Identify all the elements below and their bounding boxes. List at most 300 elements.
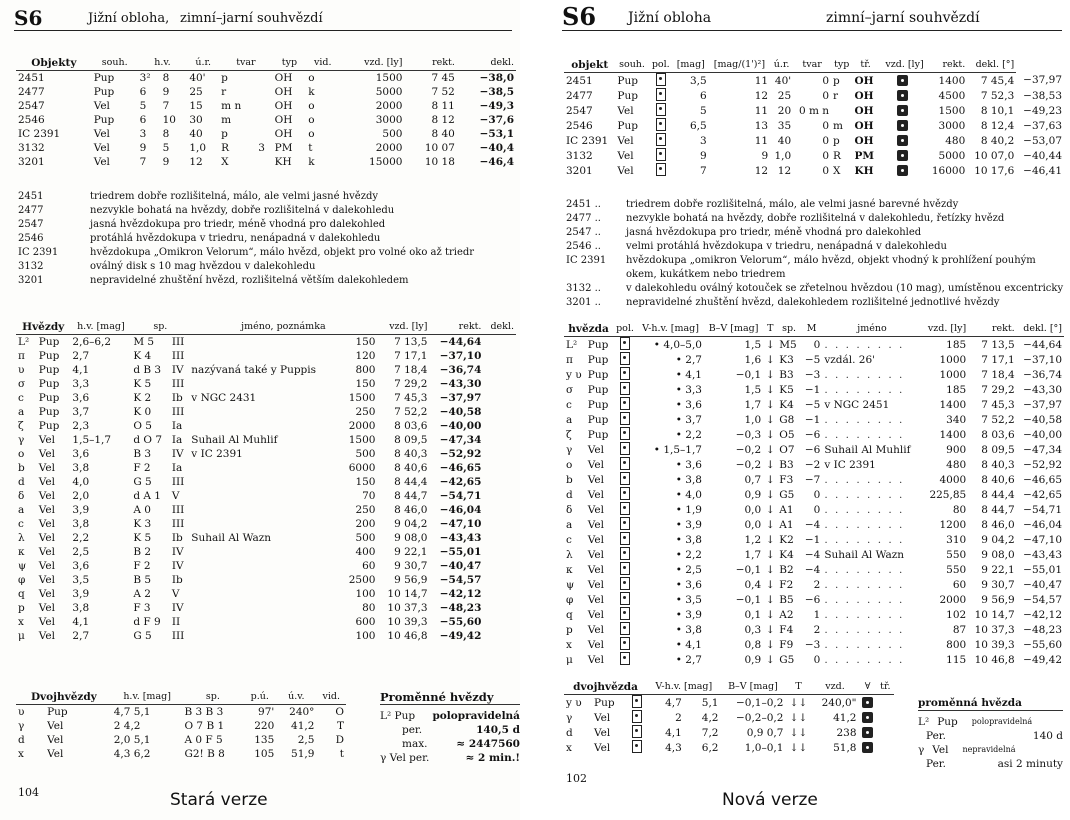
class-cell bbox=[879, 133, 926, 148]
table-cell: 8 40 bbox=[431, 128, 455, 140]
column-header: jméno bbox=[822, 322, 921, 337]
table-cell: −4 bbox=[804, 518, 821, 531]
variable-value: nepravidelná bbox=[962, 745, 1016, 754]
table-cell: Vel bbox=[617, 134, 634, 147]
column-header: typ bbox=[273, 56, 307, 71]
table-cell: −54,71 bbox=[439, 490, 482, 502]
table-cell: Pup bbox=[38, 350, 60, 362]
table-cell: 87 bbox=[952, 623, 967, 636]
table-cell: 1,5–1,7 bbox=[72, 434, 112, 446]
table-cell bbox=[189, 419, 341, 433]
table-row bbox=[16, 99, 516, 113]
table-cell: B5 bbox=[779, 593, 794, 606]
table-cell: 1200 bbox=[939, 518, 967, 531]
table-cell bbox=[189, 335, 341, 350]
table-cell: 2,5 bbox=[72, 546, 90, 558]
table-header-row bbox=[16, 320, 516, 335]
table-cell: 6 bbox=[139, 114, 147, 126]
table-cell: 2 4,2 bbox=[113, 720, 141, 732]
table-cell: 8 bbox=[162, 72, 170, 84]
class-cell bbox=[859, 710, 877, 725]
variable-value: polopravidelná bbox=[971, 717, 1033, 726]
column-header: vid. bbox=[306, 56, 339, 71]
table-row bbox=[564, 725, 894, 740]
table-cell: 135 bbox=[254, 734, 275, 746]
table-cell: L² bbox=[18, 336, 30, 348]
variable-label: Pup bbox=[937, 716, 958, 728]
note-text: velmi protáhlá hvězdokupa v triedru, nenápadná v dalekohledu bbox=[626, 241, 947, 252]
table-cell: F2 bbox=[779, 578, 794, 591]
table-row bbox=[16, 377, 516, 391]
table-cell: K4 bbox=[779, 548, 794, 561]
table-cell: Pup bbox=[38, 378, 60, 390]
table-cell bbox=[256, 113, 272, 127]
table-row bbox=[564, 352, 1064, 367]
column-header: Objekty bbox=[16, 56, 92, 71]
table-row bbox=[16, 405, 516, 419]
table-cell: • 3,8 bbox=[675, 623, 702, 636]
variable-label: γ Vel per. bbox=[380, 752, 430, 764]
table-cell: 3,7 bbox=[72, 406, 90, 418]
table-cell: 1,6 bbox=[744, 353, 762, 366]
table-row bbox=[16, 155, 516, 169]
table-cell: 3201 bbox=[566, 164, 593, 177]
table-cell: δ bbox=[18, 490, 25, 502]
column-header: vzd. [ly] bbox=[339, 56, 404, 71]
variable-value: polopravidelná bbox=[432, 710, 520, 722]
table-cell: −37,10 bbox=[439, 350, 482, 362]
table-cell: d B 3 bbox=[133, 364, 162, 376]
table-cell: −6 bbox=[804, 443, 821, 456]
table-cell: 15 bbox=[189, 100, 203, 112]
table-cell: 6,2 bbox=[701, 741, 719, 754]
table-cell: F3 bbox=[779, 473, 794, 486]
table-cell: 0,9 0,7 bbox=[746, 726, 784, 739]
table-cell: 5 bbox=[162, 142, 170, 154]
table-cell: −55,01 bbox=[439, 546, 482, 558]
table-cell: 5,1 bbox=[701, 696, 719, 709]
column-header: Hvězdy bbox=[16, 320, 70, 335]
column-header: objekt bbox=[564, 58, 615, 73]
table-cell: −38,53 bbox=[1023, 89, 1062, 102]
table-cell: x bbox=[18, 616, 24, 628]
polarity-icon bbox=[656, 73, 666, 86]
trend-icon: ↓ bbox=[765, 638, 775, 651]
table-cell: 8 03,6 bbox=[394, 420, 428, 432]
pol-cell bbox=[613, 337, 637, 353]
table-cell: 1,0 bbox=[774, 149, 792, 162]
table-cell: ζ bbox=[18, 420, 24, 432]
table-cell: 9 bbox=[162, 86, 170, 98]
column-header: vzd. [ly] bbox=[377, 320, 429, 335]
table-cell: O5 bbox=[779, 428, 795, 441]
table-row bbox=[564, 502, 1064, 517]
table-row bbox=[564, 487, 1064, 502]
table-cell: • 3,6 bbox=[675, 578, 702, 591]
column-header: M bbox=[801, 322, 822, 337]
table-cell: m bbox=[221, 114, 232, 126]
class-cell bbox=[879, 73, 926, 89]
table-cell: 9 30,7 bbox=[394, 560, 428, 572]
column-header: vzd. [ly] bbox=[922, 322, 969, 337]
table-cell: −37,63 bbox=[1023, 119, 1062, 132]
table-cell: 4,7 bbox=[665, 696, 682, 709]
table-cell: A1 bbox=[779, 503, 794, 516]
table-row bbox=[16, 349, 516, 363]
table-cell: • 3,7 bbox=[675, 413, 702, 426]
table-cell: −0,1 bbox=[735, 593, 762, 606]
table-cell: 8 12 bbox=[431, 114, 455, 126]
note-text: nepravidelné zhuštění hvězd, rozlišitelná větším dalekohledem bbox=[90, 275, 409, 286]
variable-row bbox=[918, 757, 1063, 771]
table-cell: 1500 bbox=[375, 72, 403, 84]
table-cell bbox=[256, 99, 272, 113]
table-cell: 2546 bbox=[18, 114, 45, 126]
table-cell: D bbox=[335, 734, 344, 746]
class-icon bbox=[897, 75, 908, 86]
note-row bbox=[18, 232, 518, 246]
table-cell: 1400 bbox=[939, 398, 967, 411]
table-cell: Vel bbox=[38, 630, 55, 642]
table-cell: −43,30 bbox=[1023, 383, 1062, 396]
table-cell: • 3,3 bbox=[675, 383, 702, 396]
column-header: rekt. bbox=[430, 320, 484, 335]
table-cell: 16000 bbox=[931, 164, 966, 177]
polarity-icon bbox=[656, 148, 666, 161]
table-cell: 10 46,8 bbox=[974, 653, 1015, 666]
table-cell: d A 1 bbox=[133, 490, 161, 502]
table-header-row bbox=[564, 680, 894, 695]
table-cell: m bbox=[833, 119, 843, 132]
table-cell: 3132 bbox=[566, 149, 593, 162]
column-header: B–V [mag] bbox=[720, 680, 785, 695]
table-row bbox=[564, 517, 1064, 532]
table-cell: −47,10 bbox=[439, 518, 482, 530]
note-row bbox=[18, 260, 518, 274]
table-cell: −47,34 bbox=[439, 434, 482, 446]
table-cell: 6 bbox=[700, 89, 707, 102]
table-cell: Pup bbox=[587, 383, 609, 396]
table-cell: 3² bbox=[139, 72, 151, 84]
table-row bbox=[564, 148, 1064, 163]
table-cell: 1400 bbox=[938, 74, 966, 87]
table-cell: 1,5 bbox=[744, 338, 762, 351]
table-cell: O bbox=[335, 706, 344, 718]
polarity-icon bbox=[620, 592, 630, 605]
table-cell: IC 2391 bbox=[18, 128, 61, 140]
table-cell: Pup bbox=[93, 72, 115, 84]
table-cell: K 2 bbox=[133, 392, 152, 404]
column-header: h.v. bbox=[138, 56, 188, 71]
table-cell: p bbox=[566, 623, 573, 636]
table-row bbox=[564, 457, 1064, 472]
table-cell: Ia bbox=[171, 462, 183, 474]
note-key: 2547 .. bbox=[566, 227, 601, 238]
table-cell: −0,3 bbox=[735, 428, 762, 441]
table-cell: Vel bbox=[587, 608, 604, 621]
table-cell bbox=[189, 615, 341, 629]
variable-row bbox=[380, 723, 520, 737]
column-header: rekt. bbox=[404, 56, 456, 71]
table-cell: −3 bbox=[804, 368, 821, 381]
table-cell: 0 bbox=[822, 164, 830, 177]
table-cell: 0,7 bbox=[744, 473, 762, 486]
pol-cell bbox=[649, 148, 673, 163]
table-row bbox=[16, 335, 516, 350]
table-cell: 500 bbox=[382, 128, 403, 140]
table-cell: o bbox=[308, 100, 315, 112]
table-cell: −40,58 bbox=[439, 406, 482, 418]
table-cell: OH bbox=[274, 86, 293, 98]
table-cell: 3,8 bbox=[72, 518, 90, 530]
table-cell: 7 45,3 bbox=[981, 398, 1015, 411]
table-cell: −49,23 bbox=[1023, 104, 1062, 117]
table-cell: OH bbox=[274, 72, 293, 84]
table-cell: 100 bbox=[355, 630, 376, 642]
table-cell: 120 bbox=[355, 350, 376, 362]
column-header: dekl. [°] bbox=[1017, 322, 1064, 337]
table-cell: p bbox=[221, 128, 228, 140]
note-text: triedrem dobře rozlišitelná, málo, ale velmi jasné barevné hvězdy bbox=[626, 199, 959, 210]
variable-label: L² Pup bbox=[380, 710, 416, 722]
column-header: typ bbox=[831, 58, 852, 73]
table-cell: 7 17,1 bbox=[981, 353, 1015, 366]
table-row bbox=[16, 475, 516, 489]
table-cell: −5 bbox=[804, 353, 821, 366]
table-cell: T bbox=[336, 720, 344, 732]
table-cell: c bbox=[566, 398, 572, 411]
table-cell: 0,0 bbox=[744, 503, 762, 516]
table-cell: . . . . . . . . bbox=[824, 473, 905, 486]
table-cell: 500 bbox=[355, 448, 376, 460]
table-cell: 8 46,0 bbox=[394, 504, 428, 516]
polarity-icon bbox=[620, 562, 630, 575]
table-cell: 10 17,6 bbox=[974, 164, 1015, 177]
table-cell: −37,6 bbox=[479, 114, 514, 126]
table-cell: −0,1 bbox=[735, 563, 762, 576]
table-row bbox=[564, 427, 1064, 442]
table-cell: 10 07,0 bbox=[974, 149, 1015, 162]
table-row bbox=[16, 447, 516, 461]
table-cell: III bbox=[171, 336, 185, 348]
variable-star: γ bbox=[918, 744, 925, 756]
table-cell: K 3 bbox=[133, 518, 152, 530]
note-row bbox=[18, 190, 518, 204]
note-key: 3201 bbox=[18, 275, 44, 286]
table-cell: Vel bbox=[587, 503, 604, 516]
table-row bbox=[564, 88, 1064, 103]
table-cell: 800 bbox=[946, 638, 967, 651]
table-cell: −46,65 bbox=[1023, 473, 1062, 486]
table-cell: 3 bbox=[139, 128, 147, 140]
table-cell: −40,47 bbox=[1023, 578, 1062, 591]
table-cell: 8 bbox=[162, 128, 170, 140]
pol-cell bbox=[613, 562, 637, 577]
table-cell: 0 bbox=[822, 74, 830, 87]
trend-icon: ↓ bbox=[765, 338, 775, 351]
stars-table bbox=[564, 322, 1064, 667]
table-cell: −52,92 bbox=[439, 448, 482, 460]
table-cell: 5000 bbox=[375, 86, 403, 98]
table-row bbox=[564, 622, 1064, 637]
table-cell: 1 bbox=[813, 608, 821, 621]
table-cell: . . . . . . . . bbox=[824, 623, 905, 636]
variable-label: Vel bbox=[932, 744, 949, 756]
table-cell: d bbox=[566, 726, 573, 739]
pol-cell bbox=[613, 487, 637, 502]
column-header: tř. bbox=[877, 680, 894, 695]
table-cell: −53,07 bbox=[1023, 134, 1062, 147]
table-cell: 200 bbox=[355, 518, 376, 530]
table-cell: • 4,0 bbox=[675, 488, 702, 501]
trend-icon: ↓ bbox=[765, 398, 775, 411]
table-cell: 2451 bbox=[566, 74, 593, 87]
column-header: dvojhvězda bbox=[564, 680, 647, 695]
table-cell: 2000 bbox=[375, 142, 403, 154]
table-cell: −55,01 bbox=[1023, 563, 1062, 576]
table-row bbox=[564, 695, 894, 711]
table-cell: • 3,6 bbox=[675, 398, 702, 411]
table-cell: 60 bbox=[362, 560, 376, 572]
polarity-icon bbox=[620, 472, 630, 485]
class-icon bbox=[897, 150, 908, 161]
table-cell: −37,97 bbox=[439, 392, 482, 404]
table-cell: −42,12 bbox=[439, 588, 482, 600]
table-cell: Pup bbox=[38, 392, 60, 404]
table-row bbox=[16, 587, 516, 601]
table-cell: Vel bbox=[38, 518, 55, 530]
table-cell: OH bbox=[854, 134, 874, 147]
table-row bbox=[564, 103, 1064, 118]
table-cell: Vel bbox=[587, 533, 604, 546]
table-cell: 3132 bbox=[18, 142, 45, 154]
variable-row bbox=[918, 729, 1063, 743]
table-cell: 2,6–6,2 bbox=[72, 336, 112, 348]
pol-cell bbox=[649, 163, 673, 178]
table-cell: 7 52,2 bbox=[394, 406, 428, 418]
table-cell: −46,04 bbox=[1023, 518, 1062, 531]
table-cell: 51,9 bbox=[291, 748, 315, 760]
variable-row bbox=[380, 709, 520, 723]
note-row bbox=[566, 212, 1066, 226]
table-cell: −2 bbox=[804, 458, 821, 471]
table-cell: OH bbox=[854, 89, 874, 102]
table-cell: −7 bbox=[804, 473, 821, 486]
trend-icon: ↓ bbox=[765, 368, 775, 381]
table-cell: 0 bbox=[813, 338, 821, 351]
table-cell: Vel bbox=[38, 574, 55, 586]
table-cell bbox=[189, 601, 341, 615]
table-cell: o bbox=[308, 128, 315, 140]
table-cell: 2,7 bbox=[72, 630, 90, 642]
table-row bbox=[16, 433, 516, 447]
table-cell: v IC 2391 bbox=[824, 458, 876, 471]
polarity-icon bbox=[620, 337, 630, 350]
column-header: h.v. [mag] bbox=[112, 690, 183, 705]
table-row bbox=[564, 577, 1064, 592]
note-text: hvězdokupa „omikron Velorum“, málo hvězd, objekt vhodný k prohlížení pouhým okem, kukátkem nebo triedrem bbox=[626, 255, 1036, 280]
table-cell: 250 bbox=[355, 406, 376, 418]
column-header: T bbox=[763, 322, 777, 337]
trend-icon: ↓ bbox=[765, 653, 775, 666]
polarity-icon bbox=[632, 710, 642, 723]
table-cell: −55,60 bbox=[1023, 638, 1062, 651]
table-cell: π bbox=[18, 350, 25, 362]
table-cell: Vel bbox=[587, 458, 604, 471]
table-cell: • 2,7 bbox=[675, 653, 702, 666]
column-header: vzd. bbox=[812, 680, 859, 695]
table-cell: 15000 bbox=[369, 156, 403, 168]
table-row bbox=[564, 547, 1064, 562]
table-cell: y υ bbox=[566, 368, 582, 381]
variable-value: 140 d bbox=[1032, 730, 1063, 742]
table-cell: o bbox=[566, 458, 573, 471]
table-cell: 0 bbox=[813, 488, 821, 501]
table-cell: 8 40,6 bbox=[981, 473, 1015, 486]
table-cell: −37,10 bbox=[1023, 353, 1062, 366]
table-cell: 7 52,3 bbox=[980, 89, 1015, 102]
table-cell: −38,5 bbox=[479, 86, 514, 98]
table-cell: Vel bbox=[47, 734, 64, 746]
table-cell: −1 bbox=[804, 533, 821, 546]
table-cell: 500 bbox=[355, 532, 376, 544]
table-cell: 9 bbox=[162, 156, 170, 168]
note-text: nepravidelné zhuštění hvězd, dalekohledem rozlišitelné jednotlivé hvězdy bbox=[626, 297, 1000, 308]
table-cell: −48,23 bbox=[439, 602, 482, 614]
page-header bbox=[562, 2, 1062, 31]
pol-cell bbox=[627, 695, 647, 711]
table-cell: 7,2 bbox=[701, 726, 719, 739]
table-cell: 0,1 bbox=[744, 608, 762, 621]
variables-box bbox=[380, 690, 520, 765]
polarity-icon bbox=[620, 427, 630, 440]
table-cell: 102 bbox=[946, 608, 967, 621]
table-cell: 900 bbox=[946, 443, 967, 456]
class-icon bbox=[897, 135, 908, 146]
table-cell: III bbox=[171, 378, 185, 390]
column-header: souh. bbox=[92, 56, 138, 71]
table-cell: IV bbox=[171, 546, 184, 558]
table-cell: Pup bbox=[47, 706, 68, 718]
table-cell: 2,3 bbox=[72, 420, 90, 432]
table-cell: 41,2 bbox=[291, 720, 315, 732]
table-cell: • 2,2 bbox=[675, 428, 702, 441]
table-cell: 10 37,3 bbox=[387, 602, 428, 614]
table-cell: Vel bbox=[594, 711, 611, 724]
table-cell: • 3,9 bbox=[675, 518, 702, 531]
table-cell: d O 7 bbox=[133, 434, 162, 446]
table-cell: 105 bbox=[254, 748, 275, 760]
note-text: triedrem dobře rozlišitelná, málo, ale velmi jasné hvězdy bbox=[90, 191, 379, 202]
polarity-icon bbox=[656, 103, 666, 116]
table-cell: 8 44,7 bbox=[981, 503, 1015, 516]
table-cell: Suhail Al Wazn bbox=[824, 548, 905, 561]
table-cell: . . . . . . . . bbox=[824, 383, 905, 396]
note-row bbox=[566, 198, 1066, 212]
table-cell: Vel bbox=[38, 602, 55, 614]
table-cell: t bbox=[339, 748, 344, 760]
table-cell: ψ bbox=[18, 560, 27, 572]
table-cell bbox=[256, 155, 272, 169]
table-cell: −4 bbox=[804, 548, 821, 561]
table-cell: Vel bbox=[93, 156, 110, 168]
table-cell: 150 bbox=[355, 378, 376, 390]
table-cell: OH bbox=[854, 74, 874, 87]
table-cell: Ia bbox=[171, 420, 183, 432]
pol-cell bbox=[649, 118, 673, 133]
table-cell: −37,97 bbox=[1023, 398, 1062, 411]
objects-table bbox=[16, 56, 516, 169]
